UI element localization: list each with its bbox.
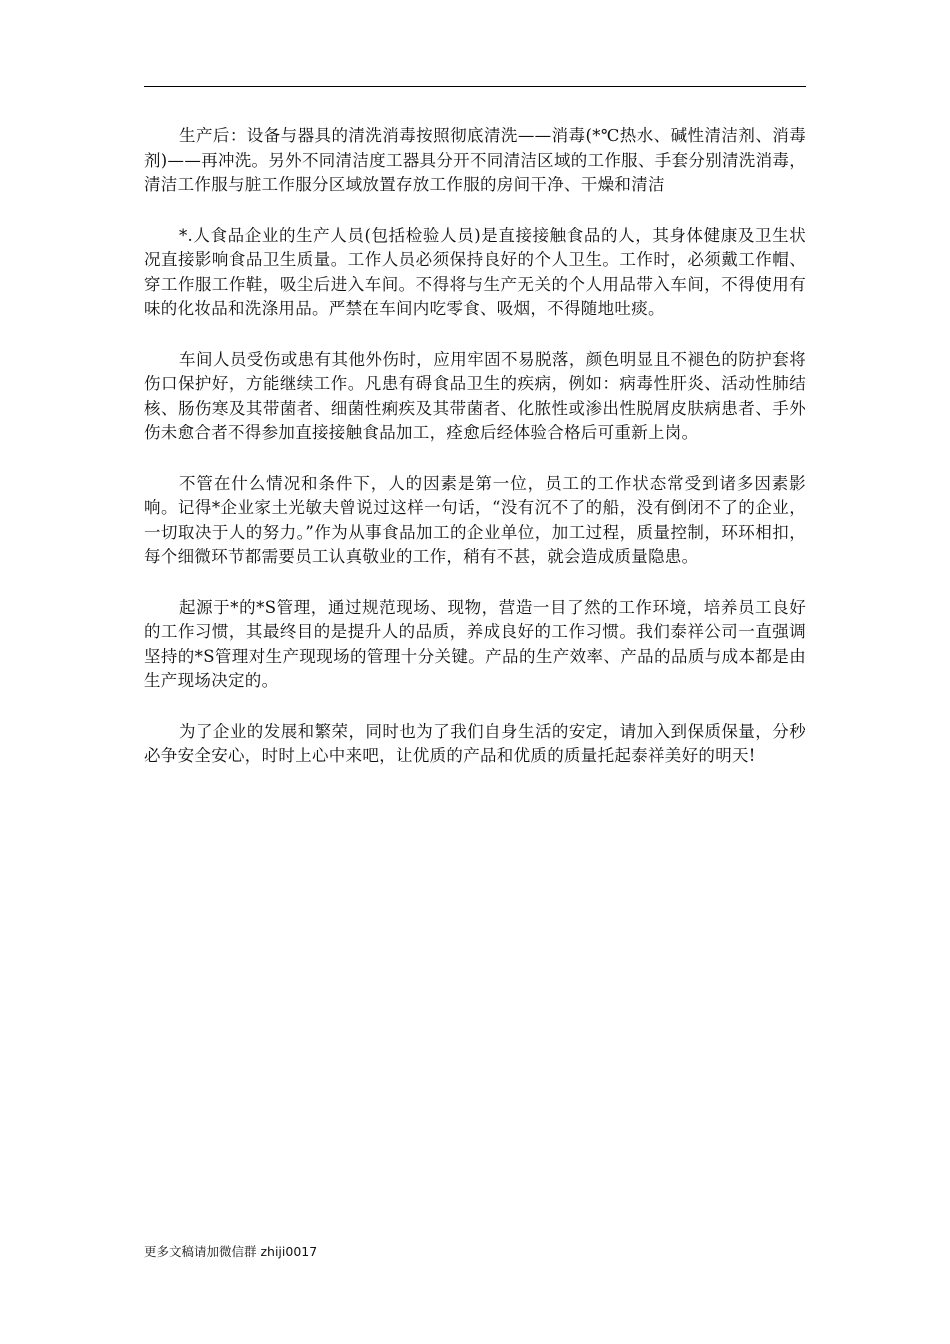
paragraph: 为了企业的发展和繁荣，同时也为了我们自身生活的安定，请加入到保质保量，分秒必争安全安心，时时上心中来吧，让优质的产品和优质的质量托起泰祥美好的明天! — [144, 721, 806, 765]
document-body — [144, 124, 806, 795]
footer-note: 更多文稿请加微信群 zhiji0017 — [144, 1244, 318, 1259]
paragraph: 车间人员受伤或患有其他外伤时，应用牢固不易脱落，颜色明显且不褪色的防护套将伤口保护好，方能继续工作。凡患有碍食品卫生的疾病，例如：病毒性肝炎、活动性肺结核、肠伤寒及其带菌者、细菌性痢疾及其带菌者、化脓性或渗出性脱屑皮肤病患者、手外伤未愈合者不得参加直接接触食品加工，痊愈后经体验合格后可重新上岗。 — [144, 349, 806, 442]
paragraph: 不管在什么情况和条件下，人的因素是第一位，员工的工作状态常受到诸多因素影响。记得*企业家土光敏夫曾说过这样一句话，“没有沉不了的船，没有倒闭不了的企业，一切取决于人的努力。”作为从事食品加工的企业单位，加工过程，质量控制，环环相扣，每个细微环节都需要员工认真敬业的工作，稍有不甚，就会造成质量隐患。 — [144, 473, 806, 566]
paragraph: *.人食品企业的生产人员(包括检验人员)是直接接触食品的人，其身体健康及卫生状况直接影响食品卫生质量。工作人员必须保持良好的个人卫生。工作时，必须戴工作帽、穿工作服工作鞋，吸尘后进入车间。不得将与生产无关的个人用品带入车间，不得使用有味的化妆品和洗涤用品。严禁在车间内吃零食、吸烟，不得随地吐痰。 — [144, 225, 806, 318]
paragraph: 起源于*的*S管理，通过规范现场、现物，营造一目了然的工作环境，培养员工良好的工作习惯，其最终目的是提升人的品质，养成良好的工作习惯。我们泰祥公司一直强调坚持的*S管理对生产现现场的管理十分关键。产品的生产效率、产品的品质与成本都是由生产现场决定的。 — [144, 597, 806, 690]
paragraph: 生产后：设备与器具的清洗消毒按照彻底清洗——消毒(*℃热水、碱性清洁剂、消毒剂)——再冲洗。另外不同清洁度工器具分开不同清洁区域的工作服、手套分别清洗消毒，清洁工作服与脏工作服分区域放置存放工作服的房间干净、干燥和清洁 — [144, 126, 806, 194]
header-rule — [144, 86, 806, 87]
